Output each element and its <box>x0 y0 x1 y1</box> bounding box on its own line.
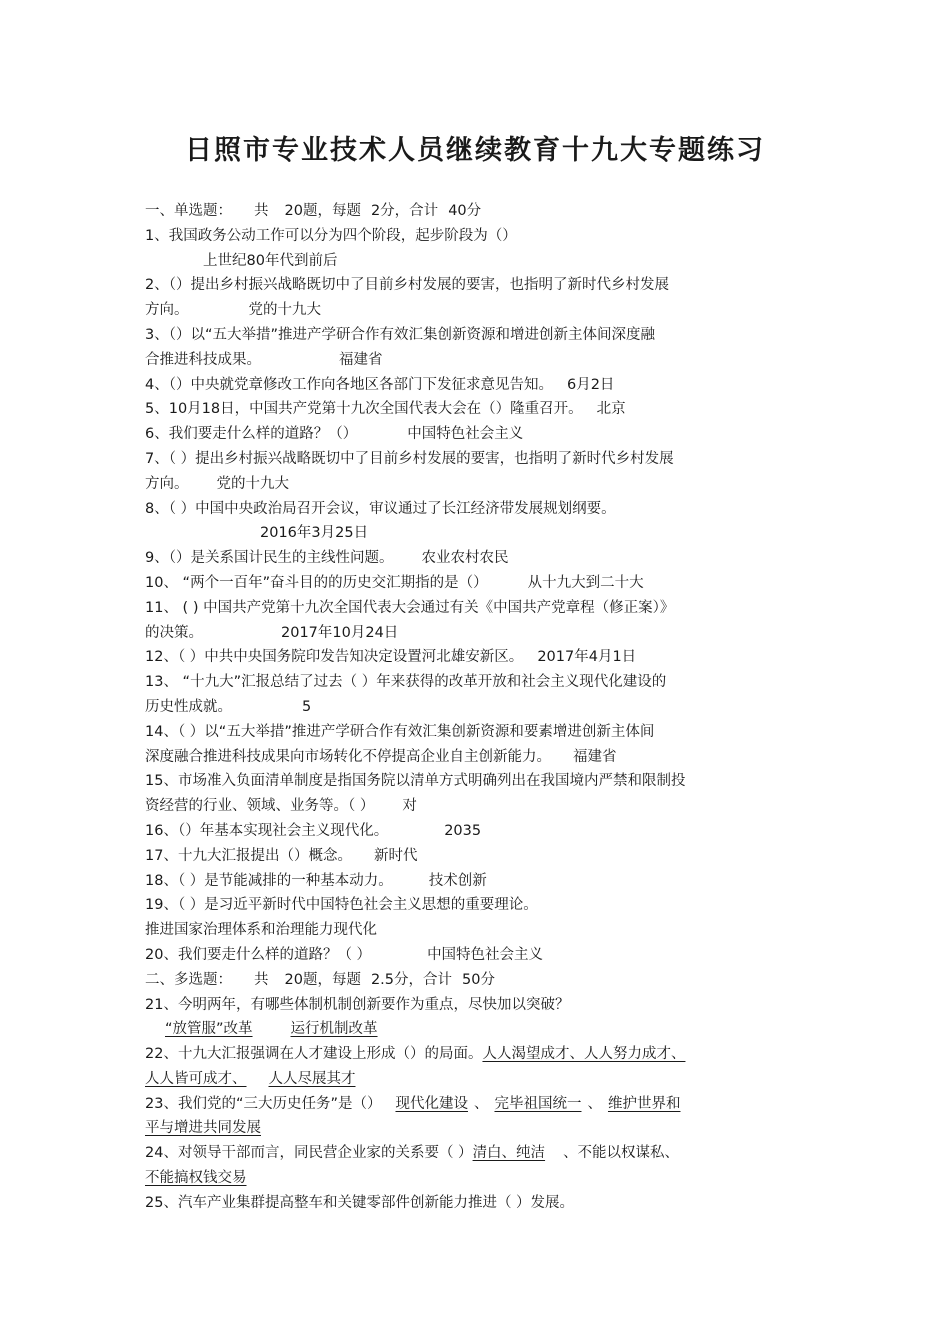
answer-22-cont: 人人皆可成才、 人人尽展其才 <box>145 1070 356 1087</box>
answer-6: 中国特色社会主义 <box>407 426 524 443</box>
question-16: 16、（）年基本实现社会主义现代化。 2035 <box>145 822 482 839</box>
question-15-cont: 资经营的行业、领域、业务等。（ ） 对 <box>145 798 417 815</box>
answer-12: 2017年4月1日 <box>537 649 637 666</box>
answer-2: 党的十九大 <box>248 302 321 319</box>
section-header-multiple-choice: 二、多选题： 共 20题，每题 2.5分，合计 50分 <box>145 971 495 988</box>
answer-23-cont: 平与增进共同发展 <box>145 1120 261 1137</box>
question-11-cont: 的决策。 2017年10月24日 <box>145 624 399 641</box>
answer-8: 2016年3月25日 <box>260 525 369 542</box>
question-5: 5、10月18日，中国共产党第十九次全国代表大会在（）隆重召开。 北京 <box>145 401 626 418</box>
answer-5: 北京 <box>596 401 626 418</box>
question-11: 11、 ( ) 中国共产党第十九次全国代表大会通过有关《中国共产党章程（修正案）》 <box>145 599 675 616</box>
question-7: 7、（ ）提出乡村振兴战略既切中了目前乡村发展的要害，也指明了新时代乡村发展 <box>145 450 674 467</box>
answer-7: 党的十九大 <box>216 475 289 492</box>
answer-9: 农业农村农民 <box>421 550 509 567</box>
answer-11: 2017年10月24日 <box>281 624 399 641</box>
answer-19: 推进国家治理体系和治理能力现代化 <box>145 922 377 939</box>
question-22: 22、十九大汇报强调在人才建设上形成（）的局面。人人渴望成才、人人努力成才、 <box>145 1046 686 1063</box>
question-23: 23、我们党的“三大历史任务”是（） 现代化建设 、 完毕祖国统一 、 维护世界和 <box>145 1095 681 1112</box>
answer-14: 福建省 <box>573 748 617 765</box>
answer-15: 对 <box>402 798 417 815</box>
page-title: 日照市专业技术人员继续教育十九大专题练习 <box>185 135 765 166</box>
question-10: 10、 “两个一百年”奋斗目的的历史交汇期指的是（） 从十九大到二十大 <box>145 574 644 591</box>
question-4: 4、（）中央就党章修改工作向各地区各部门下发征求意见告知。 6月2日 <box>145 376 615 393</box>
answer-22: 人人渴望成才、人人努力成才、 <box>482 1046 686 1063</box>
question-14-cont: 深度融合推进科技成果向市场转化不停提高企业自主创新能力。 福建省 <box>145 748 617 765</box>
question-25: 25、汽车产业集群提高整车和关键零部件创新能力推进（ ）发展。 <box>145 1194 575 1211</box>
answer-3: 福建省 <box>339 351 383 368</box>
question-18: 18、（ ）是节能减排的一种基本动力。 技术创新 <box>145 872 487 889</box>
answer-4: 6月2日 <box>566 376 615 393</box>
question-13-cont: 历史性成就。 5 <box>145 698 312 715</box>
question-15: 15、市场准入负面清单制度是指国务院以清单方式明确列出在我国境内严禁和限制投 <box>145 773 686 790</box>
question-2: 2、（）提出乡村振兴战略既切中了目前乡村发展的要害，也指明了新时代乡村发展 <box>145 277 669 294</box>
question-3: 3、（）以“五大举措”推进产学研合作有效汇集创新资源和增进创新主体间深度融 <box>145 326 655 343</box>
question-17: 17、十九大汇报提出（）概念。 新时代 <box>145 847 418 864</box>
answer-24-cont: 不能搞权钱交易 <box>145 1170 247 1187</box>
answer-17: 新时代 <box>373 847 418 864</box>
answer-1: 上世纪80年代到前后 <box>203 252 338 269</box>
question-2-cont: 方向。 党的十九大 <box>145 302 321 319</box>
question-13: 13、 “十九大”汇报总结了过去（ ）年来获得的改革开放和社会主义现代化建设的 <box>145 674 667 691</box>
question-21: 21、今明两年，有哪些体制机制创新要作为重点，尽快加以突破？ <box>145 996 570 1013</box>
answer-13: 5 <box>302 698 312 715</box>
question-24: 24、对领导干部而言，同民营企业家的关系要（ ）清白、纯洁 、不能以权谋私、 <box>145 1145 680 1162</box>
question-14: 14、（ ）以“五大举措”推进产学研合作有效汇集创新资源和要素增进创新主体间 <box>145 723 655 740</box>
question-3-cont: 合推进科技成果。 福建省 <box>145 351 383 368</box>
question-9: 9、（）是关系国计民生的主线性问题。 农业农村农民 <box>145 550 509 567</box>
question-1: 1、我国政务公动工作可以分为四个阶段，起步阶段为（） <box>145 227 517 244</box>
question-6: 6、我们要走什么样的道路？（） 中国特色社会主义 <box>145 426 524 443</box>
section-header-single-choice: 一、单选题： 共 20题，每题 2分，合计 40分 <box>145 203 482 219</box>
question-7-cont: 方向。 党的十九大 <box>145 475 289 492</box>
answer-16: 2035 <box>444 822 482 839</box>
answer-21: “放管服”改革 运行机制改革 <box>165 1021 378 1038</box>
question-8: 8、（ ）中国中央政治局召开会议，审议通过了长江经济带发展规划纲要。 <box>145 500 616 517</box>
answer-18: 技术创新 <box>428 872 487 889</box>
answer-20: 中国特色社会主义 <box>427 946 544 963</box>
question-19: 19、（ ）是习近平新时代中国特色社会主义思想的重要理论。 <box>145 897 538 914</box>
answer-10: 从十九大到二十大 <box>527 574 644 591</box>
question-20: 20、我们要走什么样的道路？（ ） 中国特色社会主义 <box>145 946 544 963</box>
exercise-content <box>145 199 810 1216</box>
question-12: 12、（ ）中共中央国务院印发告知决定设置河北雄安新区。 2017年4月1日 <box>145 649 637 666</box>
